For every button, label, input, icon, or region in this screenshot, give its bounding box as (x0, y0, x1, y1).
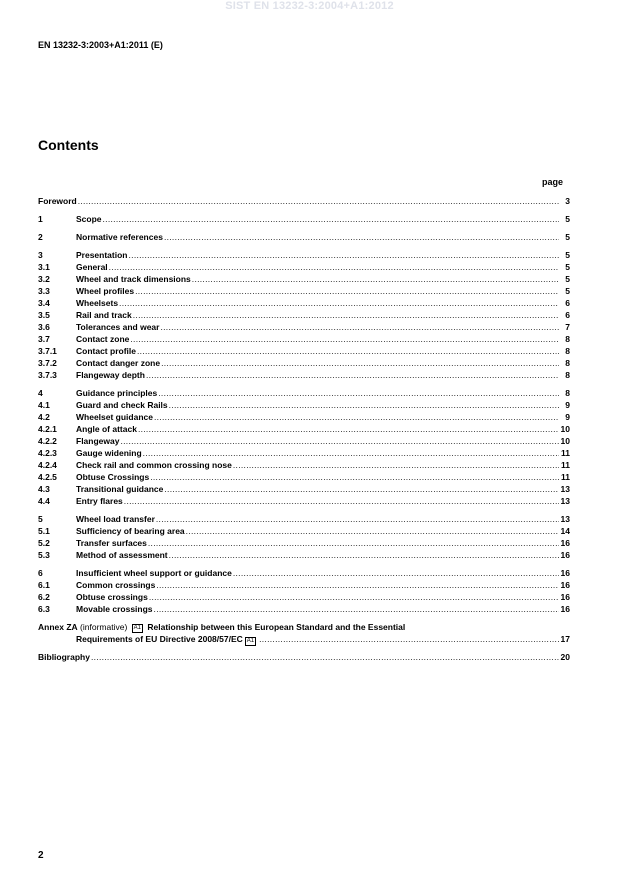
toc-entry-page: 6 (565, 310, 570, 320)
toc-entry-page: 3 (565, 196, 570, 206)
toc-annex-entry[interactable] (38, 621, 570, 645)
toc-entry[interactable] (38, 285, 570, 297)
toc-entry-number: 3.6 (38, 322, 50, 332)
leader-dots (143, 447, 559, 459)
toc-entry-number: 6.1 (38, 580, 50, 590)
toc-entry-title: Contact zone (76, 334, 130, 344)
toc-entry[interactable] (38, 357, 570, 369)
toc-bibliography-entry[interactable] (38, 651, 570, 663)
toc-entry[interactable] (38, 387, 570, 399)
toc-entry-title: Wheel profiles (76, 286, 135, 296)
amendment-start-mark: A1 (133, 625, 141, 631)
toc-entry-title: Scope (76, 214, 102, 224)
toc-entry-page: 5 (565, 274, 570, 284)
toc-entry-title: Transfer surfaces (76, 538, 147, 548)
toc-entry[interactable] (38, 249, 570, 261)
toc-entry-title: Obtuse crossings (76, 592, 148, 602)
toc-entry[interactable] (38, 321, 570, 333)
toc-entry-number: 4.2.2 (38, 436, 57, 446)
toc-entry-number: 1 (38, 214, 43, 224)
toc-entry-page: 9 (565, 400, 570, 410)
toc-entry[interactable] (38, 213, 570, 225)
toc-entry[interactable] (38, 369, 570, 381)
toc-entry-number: 4.2.3 (38, 448, 57, 458)
toc-entry-title: Wheelset guidance (76, 412, 153, 422)
toc-entry-title: Wheel and track dimensions (76, 274, 191, 284)
toc-entry-page: 14 (560, 526, 570, 536)
toc-entry-page: 9 (565, 412, 570, 422)
toc-entry-number: 4 (38, 388, 43, 398)
toc-entry-number: 3.4 (38, 298, 50, 308)
toc-entry-number: 4.1 (38, 400, 50, 410)
toc-entry[interactable] (38, 399, 570, 411)
toc-entry-title: Contact profile (76, 346, 136, 356)
annex-title-line2: Requirements of EU Directive 2008/57/EC (76, 634, 243, 644)
annex-page: 17 (560, 634, 570, 644)
toc-entry[interactable] (38, 579, 570, 591)
toc-entry-title: Movable crossings (76, 604, 153, 614)
toc-entry[interactable] (38, 297, 570, 309)
toc-entry-title: Check rail and common crossing nose (76, 460, 232, 470)
annex-qualifier: (informative) (80, 622, 128, 632)
toc-entry-page: 6 (565, 298, 570, 308)
toc-entry-number: 3.7.1 (38, 346, 57, 356)
toc-entry[interactable] (38, 459, 570, 471)
toc-entry-title: Normative references (76, 232, 163, 242)
toc-entry-number: 6.2 (38, 592, 50, 602)
toc-entry-page: 10 (560, 424, 570, 434)
leader-dots (124, 495, 559, 507)
toc-entry[interactable] (38, 345, 570, 357)
toc-entry-number: 3.3 (38, 286, 50, 296)
leader-dots (137, 345, 559, 357)
toc-entry-number: 5.3 (38, 550, 50, 560)
toc-entry-page: 8 (565, 346, 570, 356)
toc-entry-number: 4.2 (38, 412, 50, 422)
toc-entry[interactable] (38, 525, 570, 537)
toc-entry-page: 16 (560, 580, 570, 590)
toc-entry-title: Guidance principles (76, 388, 158, 398)
leader-dots (259, 633, 559, 645)
toc-entry-page: 13 (560, 514, 570, 524)
leader-dots (78, 195, 559, 207)
toc-entry-page: 13 (560, 496, 570, 506)
leader-dots (164, 231, 559, 243)
toc-entry[interactable] (38, 549, 570, 561)
toc-entry-number: 2 (38, 232, 43, 242)
toc-entry-number: 6.3 (38, 604, 50, 614)
watermark: SIST EN 13232-3:2004+A1:2012 (225, 0, 394, 12)
toc-entry-page: 10 (560, 436, 570, 446)
leader-dots (169, 399, 559, 411)
toc-entry-title: Method of assessment (76, 550, 168, 560)
toc-entry[interactable] (38, 309, 570, 321)
leader-dots (156, 579, 559, 591)
toc-entry-page: 5 (565, 214, 570, 224)
toc-entry-title: Presentation (76, 250, 128, 260)
toc-entry-number: 4.2.4 (38, 460, 57, 470)
toc-entry-page: 16 (560, 538, 570, 548)
leader-dots (161, 357, 559, 369)
leader-dots (109, 261, 559, 273)
leader-dots (192, 273, 559, 285)
toc-entry-number: 3 (38, 250, 43, 260)
toc-entry-title: Tolerances and wear (76, 322, 160, 332)
toc-entry-page: 16 (560, 604, 570, 614)
toc-entry-title: Guard and check Rails (76, 400, 168, 410)
leader-dots (233, 459, 559, 471)
annex-label: Annex ZA (38, 622, 78, 632)
leader-dots (91, 651, 559, 663)
leader-dots (103, 213, 559, 225)
toc-entry-title: General (76, 262, 108, 272)
toc-entry-title: Angle of attack (76, 424, 137, 434)
leader-dots (158, 387, 559, 399)
leader-dots (149, 591, 559, 603)
leader-dots (169, 549, 559, 561)
leader-dots (146, 369, 559, 381)
toc-entry-page: 11 (561, 448, 570, 458)
toc-entry-page: 7 (565, 322, 570, 332)
toc-entry[interactable] (38, 195, 570, 207)
toc-entry-page: 11 (561, 460, 570, 470)
toc-entry-title: Contact danger zone (76, 358, 161, 368)
toc-entry-page: 8 (565, 388, 570, 398)
toc-entry-title: Wheelsets (76, 298, 119, 308)
toc-entry-title: Gauge widening (76, 448, 142, 458)
leader-dots (135, 285, 559, 297)
toc-entry-number: 3.2 (38, 274, 50, 284)
amendment-end-mark: A1 (246, 638, 255, 644)
toc-entry-page: 8 (565, 334, 570, 344)
toc-entry-page: 5 (565, 250, 570, 260)
toc-entry-number: 5.1 (38, 526, 50, 536)
annex-title-line1: Relationship between this European Standard and the Essential (147, 622, 406, 632)
leader-dots (154, 603, 559, 615)
toc-entry[interactable] (38, 423, 570, 435)
bibliography-page: 20 (560, 652, 570, 662)
toc-entry-page: 16 (560, 550, 570, 560)
toc-entry-number: 5.2 (38, 538, 50, 548)
toc-entry[interactable] (38, 483, 570, 495)
toc-entry-title: Rail and track (76, 310, 132, 320)
toc-entry-title: Obtuse Crossings (76, 472, 150, 482)
bibliography-title: Bibliography (38, 652, 90, 662)
leader-dots (164, 483, 559, 495)
leader-dots (160, 321, 559, 333)
toc-entry[interactable] (38, 333, 570, 345)
toc-entry-page: 13 (560, 484, 570, 494)
toc-entry[interactable] (38, 495, 570, 507)
toc-entry-number: 3.7 (38, 334, 50, 344)
toc-entry-page: 16 (560, 592, 570, 602)
toc-entry[interactable] (38, 537, 570, 549)
leader-dots (133, 309, 559, 321)
toc-entry-title: Entry flares (76, 496, 123, 506)
toc-entry-title: Flangeway depth (76, 370, 145, 380)
toc-entry-title: Foreword (38, 196, 77, 206)
toc-entry-page: 8 (565, 358, 570, 368)
leader-dots (119, 297, 559, 309)
toc-entry-page: 11 (561, 472, 570, 482)
leader-dots (186, 525, 559, 537)
leader-dots (148, 537, 559, 549)
page-column-label: page (542, 177, 564, 187)
toc-entry[interactable] (38, 471, 570, 483)
toc-entry-page: 16 (560, 568, 570, 578)
page-title: Contents (38, 137, 99, 153)
toc-entry-number: 3.7.2 (38, 358, 57, 368)
toc-entry[interactable] (38, 273, 570, 285)
toc-entry-number: 3.7.3 (38, 370, 57, 380)
toc-entry[interactable] (38, 231, 570, 243)
toc-entry[interactable] (38, 435, 570, 447)
leader-dots (150, 471, 559, 483)
toc-entry[interactable] (38, 447, 570, 459)
toc-entry-number: 6 (38, 568, 43, 578)
toc-entry-title: Insufficient wheel support or guidance (76, 568, 232, 578)
toc-entry-title: Flangeway (76, 436, 120, 446)
leader-dots (120, 435, 559, 447)
leader-dots (130, 333, 559, 345)
document-reference: EN 13232-3:2003+A1:2011 (E) (38, 40, 163, 50)
toc-entry-number: 3.5 (38, 310, 50, 320)
toc-entry[interactable] (38, 261, 570, 273)
toc-entry-number: 4.3 (38, 484, 50, 494)
toc-entry-number: 3.1 (38, 262, 50, 272)
toc-entry[interactable] (38, 591, 570, 603)
toc-entry-page: 5 (565, 286, 570, 296)
leader-dots (129, 249, 560, 261)
page-number: 2 (38, 850, 44, 861)
toc-entry-title: Wheel load transfer (76, 514, 155, 524)
toc-entry-number: 4.2.5 (38, 472, 57, 482)
toc-entry-title: Common crossings (76, 580, 156, 590)
toc-entry[interactable] (38, 513, 570, 525)
toc-entry-page: 5 (565, 262, 570, 272)
leader-dots (138, 423, 559, 435)
toc-entry-number: 5 (38, 514, 43, 524)
toc-entry-title: Sufficiency of bearing area (76, 526, 185, 536)
toc-entry-title: Transitional guidance (76, 484, 164, 494)
table-of-contents (38, 195, 570, 663)
leader-dots (233, 567, 559, 579)
toc-entry[interactable] (38, 567, 570, 579)
toc-entry-number: 4.2.1 (38, 424, 57, 434)
toc-entry[interactable] (38, 603, 570, 615)
leader-dots (154, 411, 559, 423)
toc-entry[interactable] (38, 411, 570, 423)
leader-dots (156, 513, 559, 525)
toc-entry-page: 8 (565, 370, 570, 380)
toc-entry-page: 5 (565, 232, 570, 242)
toc-entry-number: 4.4 (38, 496, 50, 506)
